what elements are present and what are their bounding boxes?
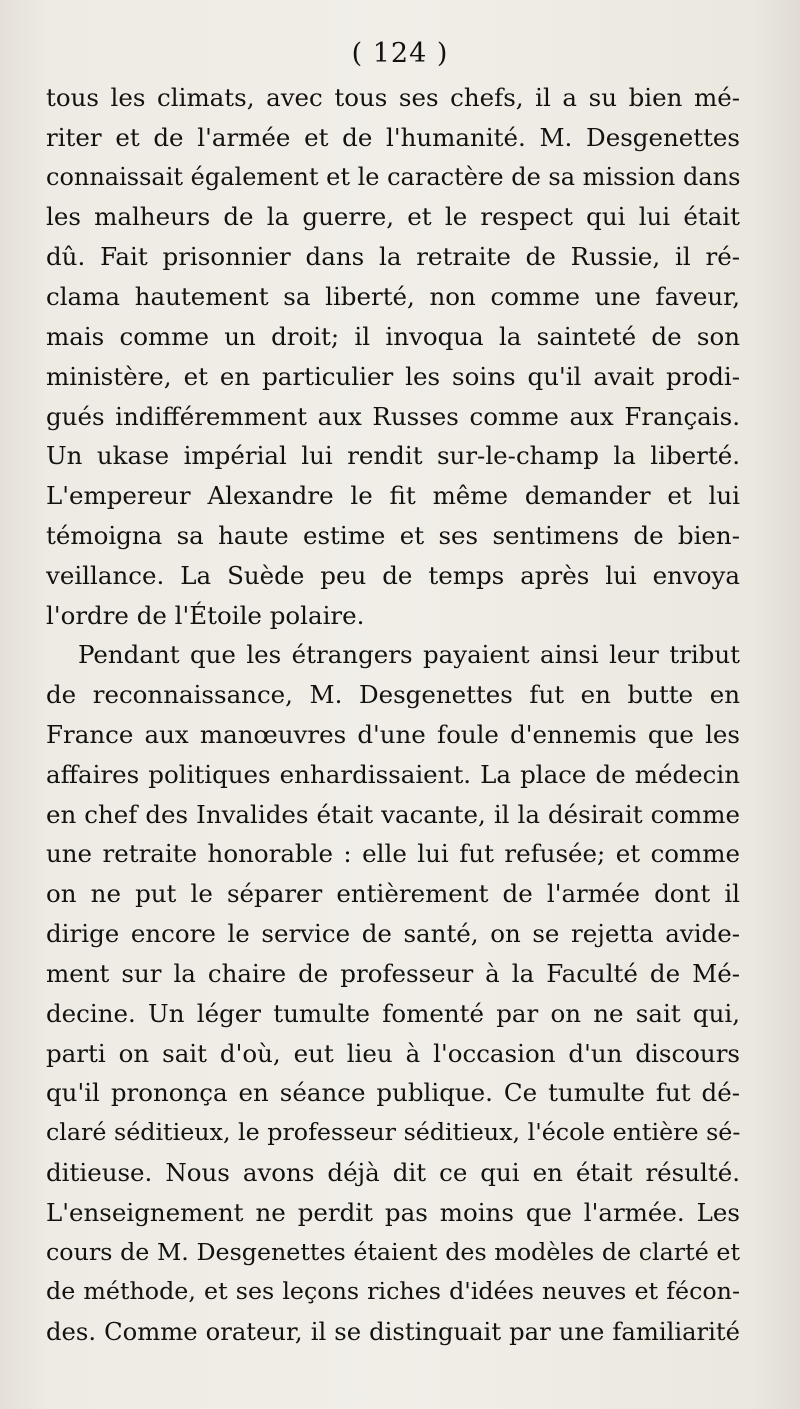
paragraph-end-line: l'ordre de l'Étoile polaire. bbox=[46, 600, 365, 630]
text-line: dirige encore le service de santé, on se rejetta avide- bbox=[46, 919, 740, 949]
text-line: une retraite honorable : elle lui fut refusée; et comme bbox=[46, 839, 740, 869]
text-line: tous les climats, avec tous ses chefs, il a su bien mé- bbox=[46, 83, 740, 112]
text-line: riter et de l'armée et de l'humanité. M. Desgenettes bbox=[46, 122, 740, 152]
text-line: L'enseignement ne perdit pas moins que l'armée. Les bbox=[46, 1197, 740, 1227]
text-line: cours de M. Desgenettes étaient des modèles de clarté et bbox=[46, 1237, 740, 1266]
text-line: des. Comme orateur, il se distinguait par une familiarité bbox=[46, 1317, 740, 1347]
text-line: claré séditieux, le professeur séditieux, l'école entière sé- bbox=[46, 1118, 741, 1147]
text-line: ministère, et en particulier les soins qu'il avait prodi- bbox=[46, 361, 740, 391]
text-line: France aux manœuvres d'une foule d'ennemis que les bbox=[46, 720, 740, 749]
text-line: dû. Fait prisonnier dans la retraite de Russie, il ré- bbox=[46, 242, 740, 272]
text-line: mais comme un droit; il invoqua la sainteté de son bbox=[46, 321, 740, 351]
text-line: Un ukase impérial lui rendit sur-le-champ la liberté. bbox=[46, 441, 740, 471]
text-line: les malheurs de la guerre, et le respect qui lui était bbox=[46, 202, 740, 232]
text-line: parti on sait d'où, eut lieu à l'occasion d'un discours bbox=[46, 1038, 740, 1068]
page-number: ( 124 ) bbox=[351, 38, 449, 69]
text-line: de méthode, et ses leçons riches d'idées neuves et fécon- bbox=[46, 1277, 740, 1306]
text-line: de reconnaissance, M. Desgenettes fut en butte en bbox=[46, 680, 740, 710]
text-line: veillance. La Suède peu de temps après lui envoya bbox=[46, 560, 740, 590]
paragraph-start-line: Pendant que les étrangers payaient ainsi leur tribut bbox=[78, 640, 740, 670]
text-line: affaires politiques enhardissaient. La place de médecin bbox=[46, 759, 740, 789]
text-line: gués indifféremment aux Russes comme aux Français. bbox=[46, 401, 740, 431]
text-line: on ne put le séparer entièrement de l'armée dont il bbox=[46, 879, 740, 909]
text-line: decine. Un léger tumulte fomenté par on ne sait qui, bbox=[46, 998, 740, 1028]
text-line: qu'il prononça en séance publique. Ce tumulte fut dé- bbox=[46, 1078, 740, 1108]
text-line: témoigna sa haute estime et ses sentimens de bien- bbox=[46, 520, 740, 550]
text-line: L'empereur Alexandre le fit même demander et lui bbox=[46, 481, 740, 511]
text-line: ment sur la chaire de professeur à la Faculté de Mé- bbox=[46, 958, 740, 988]
text-line: connaissait également et le caractère de sa mission dans bbox=[46, 162, 741, 191]
body-text bbox=[46, 78, 740, 1352]
text-line: en chef des Invalides était vacante, il la désirait comme bbox=[46, 799, 740, 829]
text-line: clama hautement sa liberté, non comme une faveur, bbox=[46, 282, 740, 312]
text-line: ditieuse. Nous avons déjà dit ce qui en était résulté. bbox=[46, 1157, 740, 1187]
